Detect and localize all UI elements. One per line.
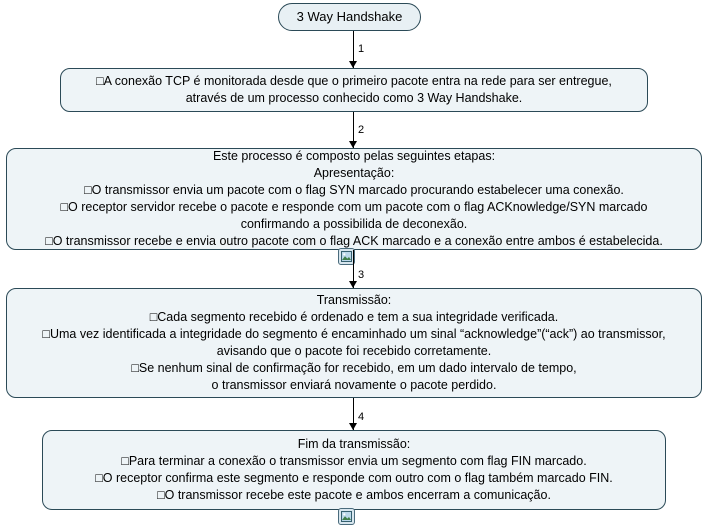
node-step-4-line-1: Fim da transmissão: — [297, 437, 411, 452]
node-step-3-line-1: Transmissão: — [316, 293, 392, 308]
node-step-2-line-5: confirmando a possibilida de deconexão. — [240, 216, 468, 231]
node-step-2-line-3: □O transmissor envia um pacote com o flag SYN marcado procurando estabelecer uma conexão. — [84, 183, 624, 198]
node-step-4-line-4: □O transmissor recebe este pacote e ambos encerram a comunicação. — [157, 487, 551, 502]
connector-label-2: 2 — [358, 124, 365, 136]
connector-label-4: 4 — [358, 411, 365, 423]
connector-arrow-2 — [349, 141, 357, 148]
node-step-3-line-4: avisando que o pacote foi recebido corretamente. — [216, 344, 492, 358]
node-step-1-line-1: □A conexão TCP é monitorada desde que o primeiro pacote entra na rede para ser entregue, — [96, 74, 612, 89]
connector-arrow-4 — [349, 423, 357, 430]
node-step-3-line-5: □Se nenhum sinal de confirmação for recebido, em um dado intervalo de tempo, — [131, 360, 577, 375]
node-step-3-line-3: □Uma vez identificada a integridade do segmento é encaminhado um sinal “acknowledge”(“ack”) ao transmissor, — [42, 327, 666, 342]
node-step-4[interactable] — [42, 430, 666, 510]
connector-label-3: 3 — [358, 269, 365, 281]
node-step-2-line-4: □O receptor servidor recebe o pacote e responde com um pacote com o flag ACKnowledge/SYN marcado — [60, 200, 648, 214]
node-step-4-line-2: □Para terminar a conexão o transmissor envia um segmento com flag FIN marcado. — [121, 454, 587, 469]
node-step-3[interactable] — [6, 288, 702, 398]
node-step-3-line-6: o transmissor enviará novamente o pacote perdido. — [211, 377, 497, 392]
node-step-2-line-1: Este processo é composto pelas seguintes etapas: — [212, 149, 496, 164]
node-step-3-line-2: □Cada segmento recebido é ordenado e tem a sua integridade verificada. — [149, 310, 559, 325]
node-title-3-way-handshake[interactable] — [278, 3, 421, 31]
connector-arrow-1 — [349, 61, 357, 68]
image-placeholder-icon[interactable] — [338, 508, 355, 525]
connector-label-1: 1 — [358, 43, 365, 55]
node-step-2-line-2: Apresentação: — [313, 166, 395, 181]
node-step-1-line-2: através de um processo conhecido como 3 Way Handshake. — [185, 91, 523, 105]
connector-arrow-3 — [349, 281, 357, 288]
node-step-2[interactable] — [6, 148, 702, 250]
node-title-label: 3 Way Handshake — [296, 9, 403, 25]
node-step-1[interactable] — [60, 68, 648, 112]
node-step-4-line-3: □O receptor confirma este segmento e responde com outro com o flag também marcado FIN. — [95, 471, 613, 485]
node-step-2-line-6: □O transmissor recebe e envia outro pacote com o flag ACK marcado e a conexão entre ambos é estabelecida. — [45, 233, 663, 248]
